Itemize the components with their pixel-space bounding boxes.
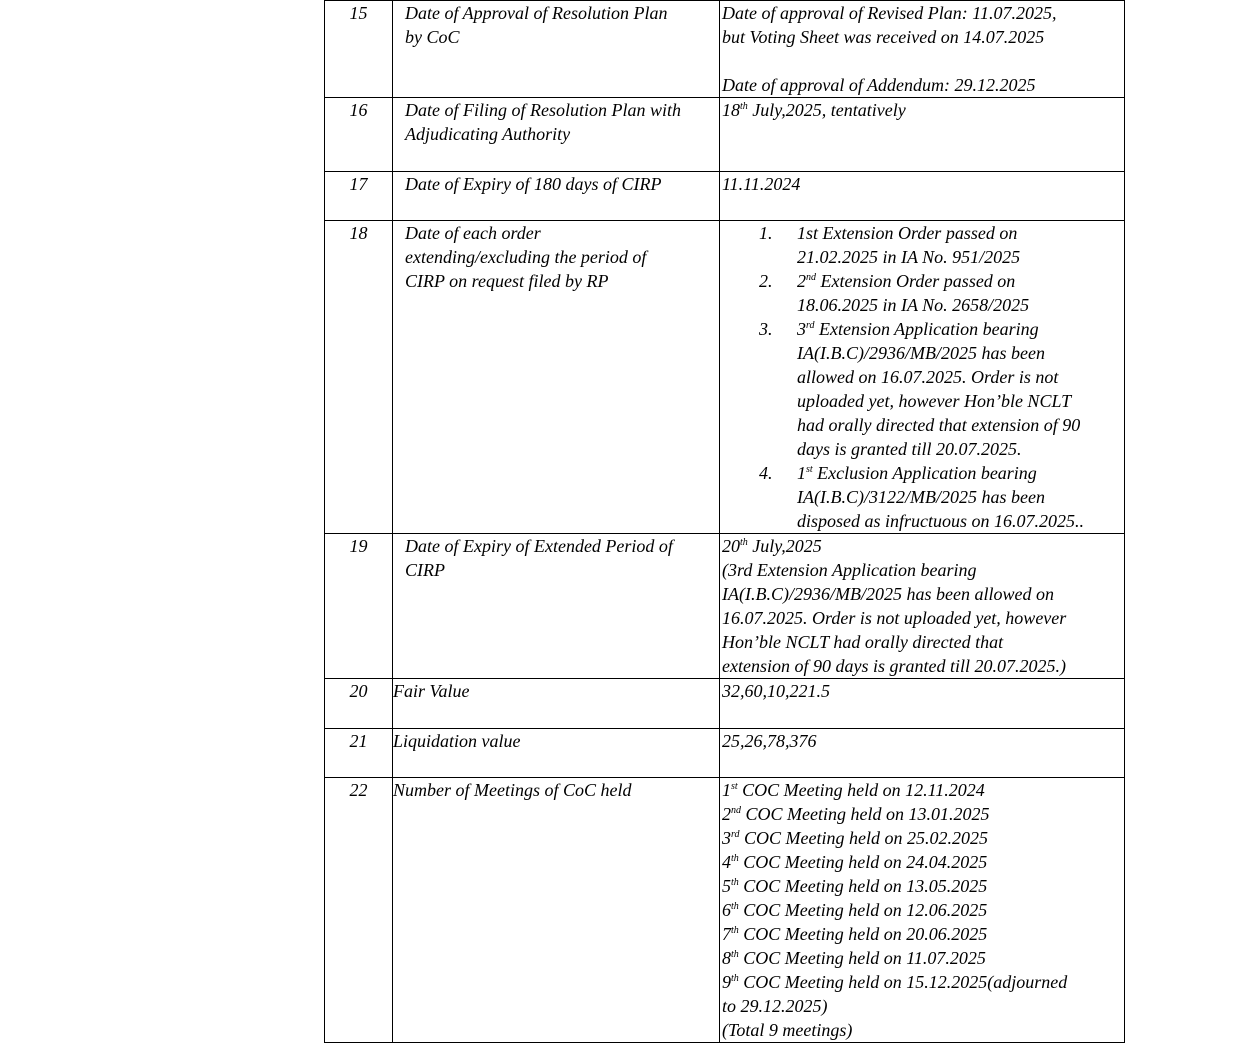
list-item: 2. 2nd Extension Order passed on 18.06.2025 in IA No. 2658/2025	[759, 271, 1030, 315]
row-item: Date of Approval of Resolution Plan by CoC	[393, 1, 720, 98]
row-number: 16	[325, 98, 393, 172]
row-detail: 1st COC Meeting held on 12.11.2024 2nd COC Meeting held on 13.01.2025 3rd COC Meeting held on 25.02.2025 4th COC Meeting held on 24.04.2025 5th COC Meeting held on 13.05.2025 6th COC Meeting held on 12.06.2025 7th COC Meeting held on 20.06.2025 8th COC Meeting held on 11.07.2025 9th COC Meeting held on 15.12.2025(adjourned to 29.12.2025) (Total 9 meetings)	[720, 778, 1125, 1043]
row-item: Number of Meetings of CoC held	[393, 778, 720, 1043]
row-item: Liquidation value	[393, 729, 720, 778]
row-item: Fair Value	[393, 679, 720, 729]
row-detail	[720, 221, 1125, 534]
row-detail: 11.11.2024	[720, 172, 1125, 221]
row-item: Date of Expiry of Extended Period of CIRP	[393, 534, 720, 679]
cirp-details-table	[324, 0, 1125, 1043]
extension-orders-list	[722, 221, 1120, 533]
list-item: 4. 1st Exclusion Application bearing IA(I.B.C)/3122/MB/2025 has been disposed as infructuous on 16.07.2025..	[759, 463, 1085, 531]
row-detail: 32,60,10,221.5	[720, 679, 1125, 729]
table-row	[325, 778, 1125, 1043]
row-detail: 18th July,2025, tentatively	[720, 98, 1125, 172]
row-item: Date of Filing of Resolution Plan with Adjudicating Authority	[393, 98, 720, 172]
row-item: Date of Expiry of 180 days of CIRP	[393, 172, 720, 221]
row-item: Date of each order extending/excluding the period of CIRP on request filed by RP	[393, 221, 720, 534]
row-number: 20	[325, 679, 393, 729]
row-detail: 20th July,2025 (3rd Extension Application bearing IA(I.B.C)/2936/MB/2025 has been allowed on 16.07.2025. Order is not uploaded yet, however Hon’ble NCLT had orally directed that extension of 90 days is granted till 20.07.2025.)	[720, 534, 1125, 679]
row-number: 22	[325, 778, 393, 1043]
table-row	[325, 679, 1125, 729]
list-item: 3. 3rd Extension Application bearing IA(I.B.C)/2936/MB/2025 has been allowed on 16.07.2025. Order is not uploaded yet, however Hon’ble NCLT had orally directed that extension of 90 days is granted till 20.07.2025.	[759, 319, 1081, 459]
table-row	[325, 1, 1125, 98]
row-number: 21	[325, 729, 393, 778]
table-row	[325, 172, 1125, 221]
table-row	[325, 534, 1125, 679]
row-detail: Date of approval of Revised Plan: 11.07.2025, but Voting Sheet was received on 14.07.2025 Date of approval of Addendum: 29.12.2025	[720, 1, 1125, 98]
row-number: 15	[325, 1, 393, 98]
row-detail: 25,26,78,376	[720, 729, 1125, 778]
row-number: 19	[325, 534, 393, 679]
table-row	[325, 221, 1125, 534]
table-row	[325, 729, 1125, 778]
row-number: 17	[325, 172, 393, 221]
table-row	[325, 98, 1125, 172]
row-number: 18	[325, 221, 393, 534]
list-item: 1. 1st Extension Order passed on 21.02.2025 in IA No. 951/2025	[759, 223, 1021, 267]
